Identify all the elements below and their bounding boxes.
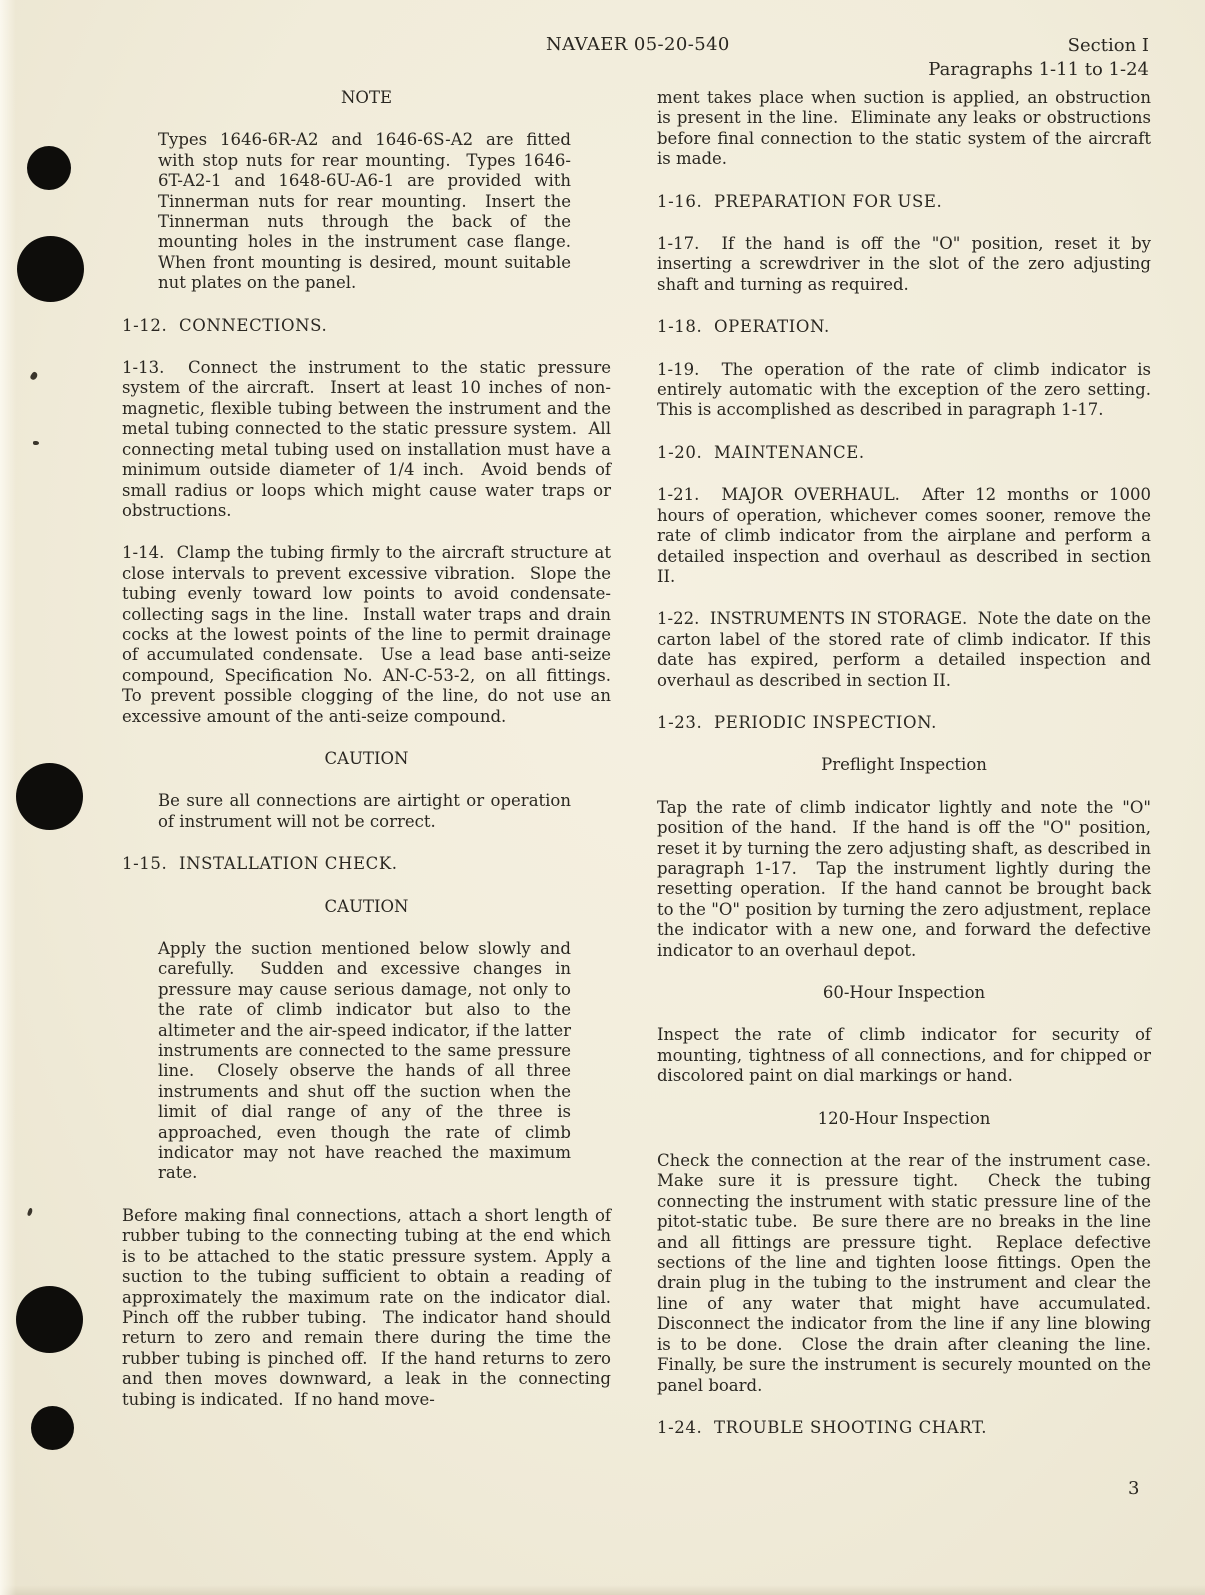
- para-60-hour-inspection: Inspect the rate of climb indicator for security of mounting, tightness of all connections, and for chipped or discolored paint on dial markings or hand.: [657, 1025, 1157, 1086]
- ink-blob: [16, 1286, 83, 1353]
- scan-speck: [33, 441, 39, 445]
- para-120-hour-inspection: Check the connection at the rear of the instrument case. Make sure it is pressure tight. Check the tubing connecting the instrument with static pressure line of the pitot-static tube. Be sure there are no breaks in the line and all fittings are pressure tight. Replace defective sections of the line and tighten loose fittings. Open the drain plug in the tubing to the instrument and clear the line of any water that might have accumulated. Disconnect the indicator from the line if any line blowing is to be done. Close the drain after cleaning the line. Finally, be sure the instrument is securely mounted on the panel board.: [657, 1151, 1162, 1395]
- subheading-60-hour-inspection: 60-Hour Inspection: [822, 983, 986, 1002]
- para-continuation: ment takes place when suction is applied, an obstruction is present in the line. Eliminate any leaks or obstructions before final connection to the static system of the aircraft is made.: [657, 88, 1157, 169]
- left-column: [122, 88, 622, 1410]
- heading-1-20-maintenance: 1-20. MAINTENANCE.: [657, 442, 865, 462]
- paragraph-range: Paragraphs 1-11 to 1-24: [928, 59, 1149, 80]
- right-column: [657, 88, 1162, 1438]
- scan-speck: [27, 1208, 33, 1217]
- para-1-17: 1-17. If the hand is off the "O" position, reset it by inserting a screwdriver in the slot of the zero adjusting shaft and turning as required.: [657, 234, 1157, 294]
- section-label: Section I: [1067, 35, 1149, 56]
- heading-1-18-operation: 1-18. OPERATION.: [657, 317, 830, 337]
- subheading-preflight-inspection: Preflight Inspection: [821, 755, 987, 775]
- heading-1-23-periodic-inspection: 1-23. PERIODIC INSPECTION.: [657, 712, 937, 732]
- doc-number: NAVAER 05-20-540: [546, 34, 730, 55]
- ink-blob: [27, 146, 71, 190]
- heading-1-24-trouble-shooting: 1-24. TROUBLE SHOOTING CHART.: [657, 1417, 988, 1437]
- note-body: Types 1646-6R-A2 and 1646-6S-A2 are fitted with stop nuts for rear mounting. Types 1646-6T-A2-1 and 1648-6U-A6-1 are provided with Tinnerman nuts for rear mounting. Insert the Tinnerman nuts through the back of the mounting holes in the instrument case flange. When front mounting is desired, mount suitable nut plates on the panel.: [158, 130, 582, 293]
- para-1-21: 1-21. MAJOR OVERHAUL. After 12 months or 1000 hours of operation, whichever comes sooner, remove the rate of climb indicator from the airplane and perform a detailed inspection and overhaul as described in section II.: [657, 485, 1157, 586]
- caution-heading-1: CAUTION: [324, 748, 409, 768]
- heading-1-16-preparation: 1-16. PREPARATION FOR USE.: [657, 191, 943, 211]
- header-section-info: [928, 34, 1149, 82]
- para-before-final-connections: Before making final connections, attach a short length of rubber tubing to the connecting tubing at the end which is to be attached to the static pressure system. Apply a suction to the tubing sufficient to obtain a reading of approximately the maximum rate on the indicator dial. Pinch off the rubber tubing. The indicator hand should return to zero and remain there during the time the rubber tubing is pinched off. If the hand returns to zero and then moves downward, a leak in the connecting tubing is indicated. If no hand move-: [122, 1205, 622, 1409]
- caution-body-1: Be sure all connections are airtight or operation of instrument will not be correct.: [158, 791, 577, 831]
- para-preflight-inspection: Tap the rate of climb indicator lightly and note the "O" position of the hand. If the hand is off the "O" position, reset it by turning the zero adjusting shaft, as described in paragraph 1-17. Tap the instrument lightly during the resetting operation. If the hand cannot be brought back to the "O" position by turning the zero adjustment, replace the indicator with a new one, and forward the defective indicator to an overhaul depot.: [657, 797, 1157, 960]
- caution-body-2: Apply the suction mentioned below slowly and carefully. Sudden and excessive changes in pressure may cause serious damage, not only to the rate of climb indicator but also to the altimeter and the air-speed indicator, if the latter instruments are connected to the same pressure line. Closely observe the hands of all three instruments and shut off the suction when the limit of dial range of any of the three is approached, even though the rate of climb indicator may not have reached the maximum rate.: [158, 939, 577, 1183]
- caution-heading-2: CAUTION: [324, 896, 409, 916]
- subheading-120-hour-inspection: 120-Hour Inspection: [817, 1108, 991, 1128]
- note-heading: NOTE: [340, 88, 392, 107]
- para-1-13: 1-13. Connect the instrument to the static pressure system of the aircraft. Insert at least 10 inches of non-magnetic, flexible tubing between the instrument and the metal tubing connected to the static pressure system. All connecting metal tubing used on installation must have a minimum outside diameter of 1/4 inch. Avoid bends of small radius or loops which might cause water traps or obstructions.: [122, 358, 617, 520]
- heading-1-12-connections: 1-12. CONNECTIONS.: [122, 315, 328, 335]
- heading-1-15-installation-check: 1-15. INSTALLATION CHECK.: [122, 854, 398, 874]
- para-1-22: 1-22. INSTRUMENTS IN STORAGE. Note the date on the carton label of the stored rate of climb indicator. If this date has expired, perform a detailed inspection and overhaul as described in section II.: [657, 609, 1157, 690]
- ink-blob: [16, 763, 83, 830]
- page-number: 3: [1128, 1478, 1140, 1499]
- para-1-19: 1-19. The operation of the rate of climb indicator is entirely automatic with the exception of the zero setting. This is accomplished as described in paragraph 1-17.: [657, 359, 1162, 420]
- para-1-14: 1-14. Clamp the tubing firmly to the aircraft structure at close intervals to prevent excessive vibration. Slope the tubing evenly toward low points to avoid condensate-collecting sags in the line. Install water traps and drain cocks at the lowest points of the line to permit drainage of accumulated condensate. Use a lead base anti-seize compound, Specification No. AN-C-53-2, on all fittings. To prevent possible clogging of the line, do not use an excessive amount of the anti-seize compound.: [122, 543, 622, 726]
- ink-blob: [31, 1406, 74, 1450]
- ink-blob: [17, 236, 84, 302]
- scan-speck: [29, 371, 39, 381]
